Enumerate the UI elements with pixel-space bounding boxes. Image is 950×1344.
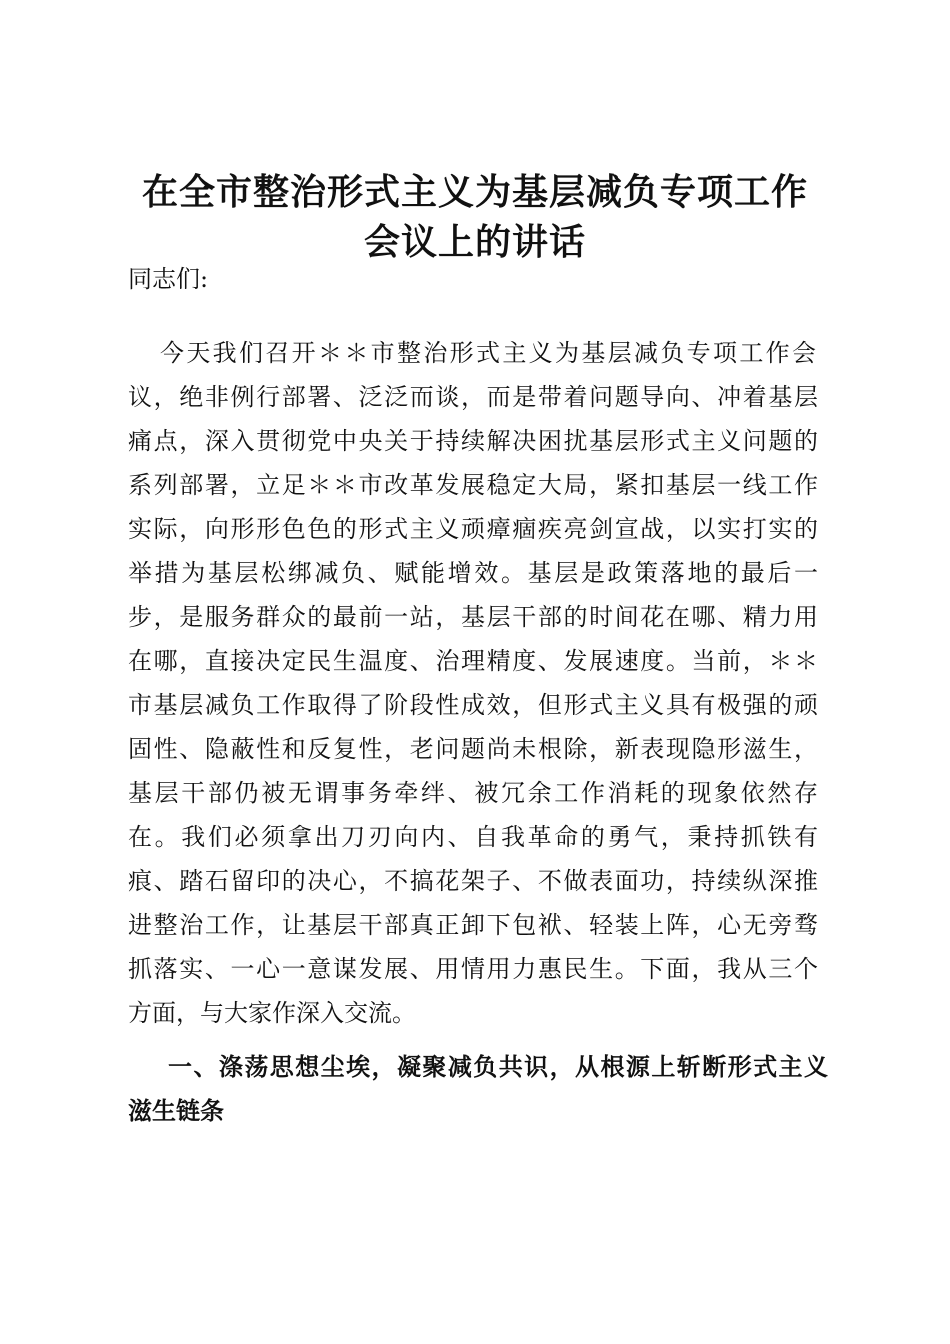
paragraph-line: 实际，向形形色色的形式主义顽瘴痼疾亮剑宣战，以实打实的	[128, 515, 818, 543]
paragraph-line: 市基层减负工作取得了阶段性成效，但形式主义具有极强的顽	[128, 691, 818, 719]
document-title-line-2: 会议上的讲话	[363, 222, 586, 263]
paragraph-line: 抓落实、一心一意谋发展、用情用力惠民生。下面，我从三个	[128, 955, 818, 983]
paragraph-line: 固性、隐蔽性和反复性，老问题尚未根除，新表现隐形滋生，	[128, 735, 818, 763]
section-heading-line-2: 滋生链条	[128, 1097, 224, 1125]
salutation: 同志们:	[128, 265, 209, 293]
paragraph-line: 今天我们召开＊＊市整治形式主义为基层减负专项工作会	[160, 339, 816, 367]
section-heading-line-1: 一、涤荡思想尘埃，凝聚减负共识，从根源上斩断形式主义	[168, 1053, 828, 1081]
paragraph-line: 痕、踏石留印的决心，不搞花架子、不做表面功，持续纵深推	[128, 867, 818, 895]
paragraph-line: 举措为基层松绑减负、赋能增效。基层是政策落地的最后一	[128, 559, 818, 587]
paragraph-line: 痛点，深入贯彻党中央关于持续解决困扰基层形式主义问题的	[128, 427, 818, 455]
paragraph-line: 系列部署，立足＊＊市改革发展稳定大局，紧扣基层一线工作	[128, 471, 818, 499]
paragraph-line: 在哪，直接决定民生温度、治理精度、发展速度。当前，＊＊	[128, 647, 818, 675]
paragraph-line: 在。我们必须拿出刀刃向内、自我革命的勇气，秉持抓铁有	[128, 823, 818, 851]
paragraph-line: 步，是服务群众的最前一站，基层干部的时间花在哪、精力用	[128, 603, 818, 631]
paragraph-line: 方面，与大家作深入交流。	[128, 999, 416, 1027]
paragraph-line: 基层干部仍被无谓事务牵绊、被冗余工作消耗的现象依然存	[128, 779, 818, 807]
paragraph-line: 进整治工作，让基层干部真正卸下包袱、轻装上阵，心无旁骛	[128, 911, 818, 939]
paragraph-line: 议，绝非例行部署、泛泛而谈，而是带着问题导向、冲着基层	[128, 383, 818, 411]
document-title-line-1: 在全市整治形式主义为基层减负专项工作	[141, 172, 808, 213]
